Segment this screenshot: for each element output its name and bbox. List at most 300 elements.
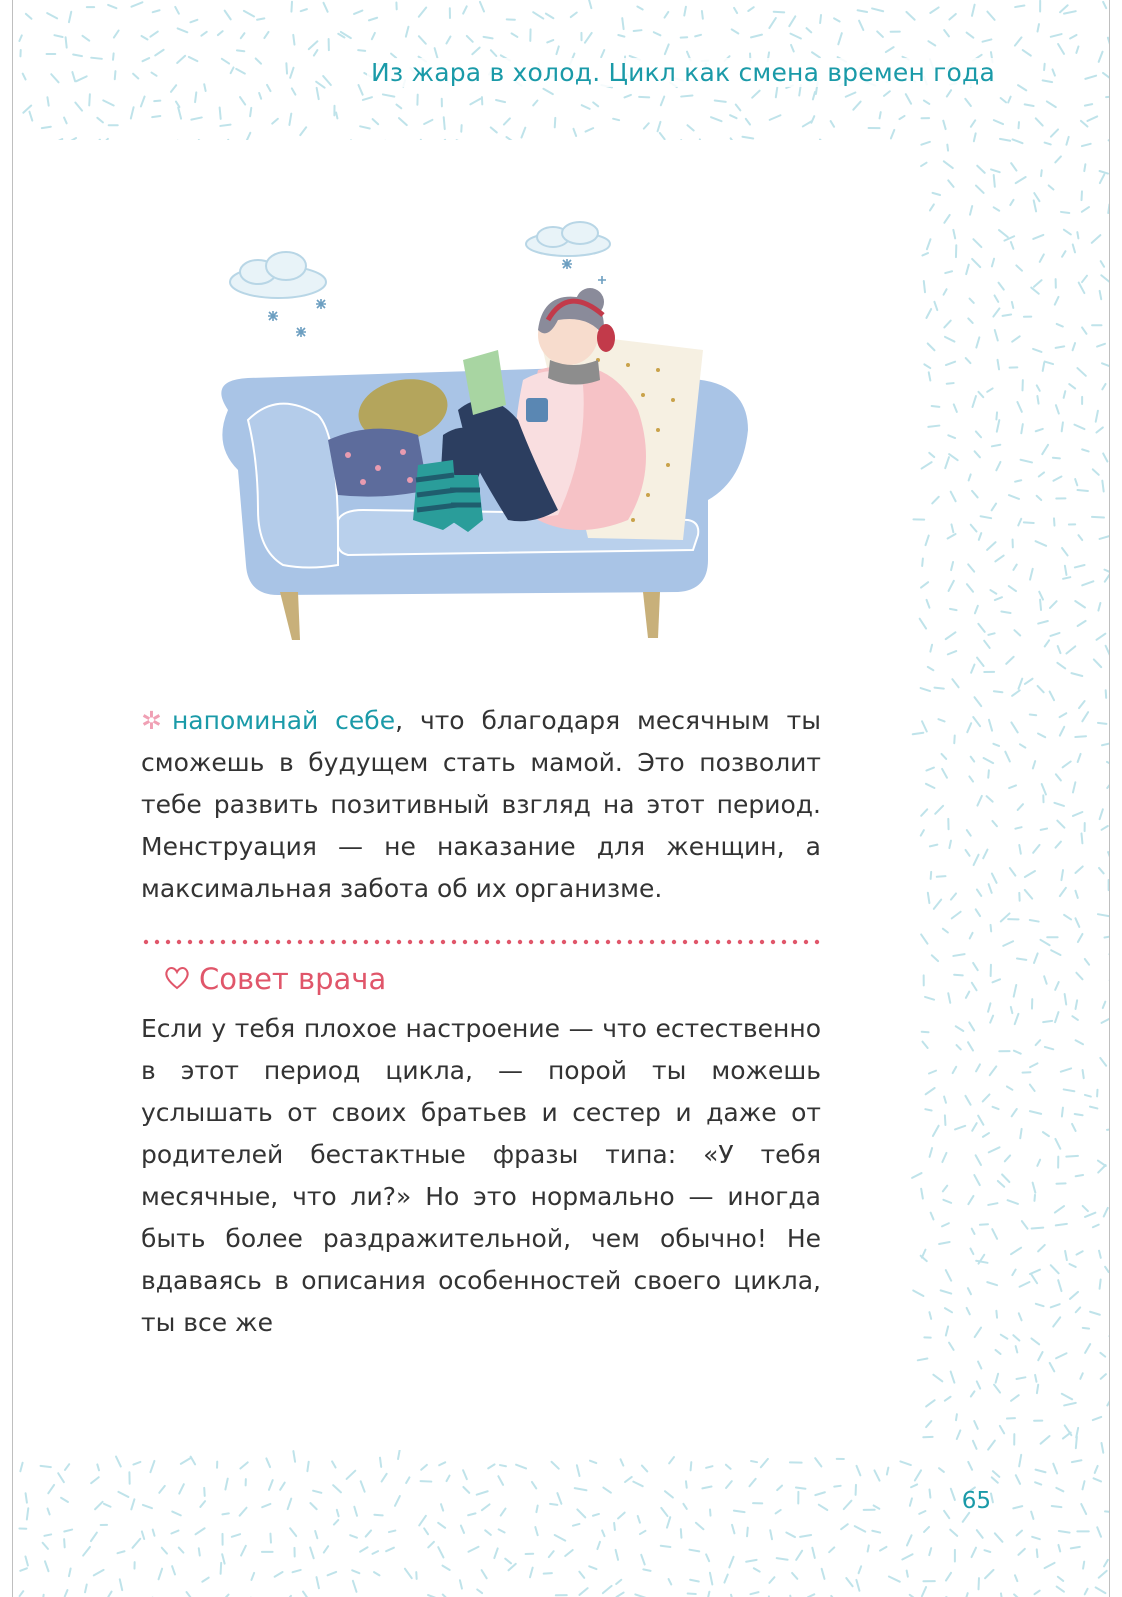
- pattern-dash: [108, 1592, 111, 1597]
- pattern-dash: [103, 100, 113, 105]
- pattern-dash: [617, 1593, 624, 1597]
- pattern-dash: [1100, 1058, 1106, 1066]
- pattern-dash: [1017, 958, 1026, 959]
- pattern-dash: [1070, 35, 1076, 39]
- pattern-dash: [965, 1096, 970, 1105]
- divider-dot: [551, 940, 555, 944]
- pattern-dash: [813, 92, 815, 99]
- pattern-dash: [994, 175, 995, 187]
- pattern-dash: [846, 1578, 852, 1586]
- pattern-dash: [1078, 490, 1088, 491]
- pattern-dash: [509, 1564, 516, 1570]
- divider-dot: [705, 940, 709, 944]
- pattern-dash: [131, 1499, 134, 1509]
- pattern-dash: [1075, 479, 1077, 485]
- pattern-dash: [834, 18, 840, 21]
- pattern-dash: [942, 754, 947, 759]
- pattern-dash: [89, 94, 90, 105]
- pattern-dash: [1103, 1002, 1106, 1008]
- pattern-dash: [91, 58, 102, 59]
- pattern-dash: [1012, 1270, 1015, 1276]
- pattern-dash: [949, 581, 954, 591]
- pattern-dash: [1012, 336, 1019, 341]
- pattern-dash: [153, 1530, 155, 1536]
- pattern-dash: [1099, 868, 1104, 873]
- pattern-dash: [640, 1531, 646, 1534]
- pattern-dash: [918, 1359, 928, 1361]
- pattern-dash: [1041, 170, 1042, 176]
- divider-dot: [265, 940, 269, 944]
- pattern-dash: [396, 105, 401, 109]
- pattern-dash: [601, 50, 604, 57]
- pattern-dash: [943, 1200, 951, 1203]
- pattern-dash: [1021, 424, 1022, 433]
- pattern-dash: [113, 53, 114, 59]
- pattern-dash: [945, 1397, 951, 1401]
- pattern-dash: [702, 1487, 711, 1489]
- pattern-dash: [943, 121, 945, 129]
- pattern-dash: [1060, 713, 1067, 717]
- pattern-dash: [706, 1554, 709, 1561]
- pattern-dash: [922, 558, 923, 566]
- pattern-dash: [444, 117, 445, 129]
- pattern-dash: [380, 1458, 381, 1467]
- pattern-dash: [446, 37, 450, 44]
- divider-dot: [331, 940, 335, 944]
- pattern-dash: [926, 768, 934, 771]
- pattern-dash: [602, 1530, 604, 1536]
- pattern-dash: [1053, 458, 1060, 459]
- pattern-dash: [590, 1461, 596, 1463]
- pattern-dash: [1075, 866, 1082, 872]
- pattern-dash: [1072, 1124, 1076, 1131]
- pattern-dash: [484, 37, 493, 39]
- pattern-dash: [944, 161, 953, 168]
- pattern-dash: [1081, 121, 1088, 127]
- pattern-dash: [1101, 1443, 1103, 1453]
- pattern-dash: [971, 665, 974, 673]
- pattern-dash: [1106, 646, 1110, 657]
- pattern-dash: [115, 71, 116, 79]
- pattern-dash: [27, 1508, 28, 1519]
- pattern-dash: [994, 1385, 1000, 1393]
- pattern-dash: [747, 1528, 748, 1537]
- pattern-dash: [582, 105, 590, 109]
- pattern-dash: [949, 454, 958, 460]
- pattern-dash: [1017, 402, 1021, 412]
- pattern-dash: [1072, 1460, 1082, 1462]
- pattern-dash: [1052, 69, 1054, 75]
- pattern-dash: [1025, 679, 1033, 684]
- pattern-dash: [950, 1530, 957, 1536]
- pattern-dash: [314, 50, 318, 56]
- pattern-dash: [1037, 1385, 1038, 1393]
- pattern-dash: [891, 130, 894, 139]
- pattern-dash: [669, 1579, 672, 1584]
- pattern-dash: [643, 1569, 650, 1570]
- pattern-dash: [930, 204, 934, 210]
- pattern-dash: [977, 1381, 980, 1388]
- pattern-dash: [1039, 592, 1043, 600]
- pattern-dash: [858, 10, 867, 12]
- pattern-dash: [796, 1551, 802, 1560]
- pattern-dash: [872, 1531, 880, 1533]
- pattern-dash: [1085, 104, 1092, 105]
- pattern-dash: [593, 102, 598, 106]
- pattern-dash: [603, 1586, 612, 1593]
- pattern-dash: [179, 1484, 184, 1493]
- pattern-dash: [571, 13, 577, 18]
- pattern-dash: [970, 933, 973, 939]
- tip-lead: напоминай себе: [171, 706, 396, 735]
- pattern-dash: [171, 85, 176, 92]
- pattern-dash: [684, 7, 686, 16]
- pattern-dash: [726, 1481, 732, 1488]
- pattern-dash: [711, 117, 722, 121]
- pattern-dash: [69, 1569, 71, 1577]
- pattern-dash: [361, 1481, 365, 1491]
- pattern-dash: [622, 18, 623, 29]
- pattern-dash: [350, 1535, 357, 1538]
- pattern-dash: [790, 34, 800, 39]
- pattern-dash: [1079, 283, 1085, 293]
- pattern-dash: [1095, 1466, 1098, 1473]
- pattern-dash: [334, 1520, 338, 1525]
- pattern-dash: [419, 1516, 426, 1526]
- pattern-dash: [290, 68, 293, 78]
- pattern-dash: [603, 1488, 611, 1493]
- pattern-dash: [951, 524, 953, 532]
- pattern-dash: [315, 1531, 317, 1538]
- pattern-dash: [972, 491, 978, 498]
- pattern-dash: [966, 358, 971, 363]
- pattern-dash: [1051, 129, 1058, 136]
- pattern-dash: [1061, 1068, 1071, 1071]
- pattern-dash: [468, 1513, 475, 1515]
- pattern-dash: [913, 733, 924, 734]
- pattern-dash: [614, 1523, 615, 1530]
- pattern-dash: [51, 74, 58, 82]
- divider-dot: [397, 940, 401, 944]
- pattern-dash: [1036, 1040, 1041, 1045]
- pattern-dash: [104, 1504, 111, 1507]
- pattern-dash: [1082, 581, 1093, 585]
- pattern-dash: [1016, 265, 1022, 270]
- divider-dot: [782, 940, 786, 944]
- pattern-dash: [1057, 663, 1065, 669]
- pattern-dash: [1066, 646, 1075, 653]
- pattern-dash: [981, 516, 992, 518]
- pattern-dash: [1040, 940, 1049, 945]
- pattern-dash: [480, 2, 484, 12]
- pattern-dash: [1100, 171, 1108, 174]
- pattern-dash: [1010, 868, 1016, 876]
- pattern-dash: [734, 8, 737, 13]
- divider-dot: [661, 940, 665, 944]
- pattern-dash: [143, 1505, 152, 1508]
- pattern-dash: [1108, 204, 1109, 213]
- pattern-dash: [64, 118, 67, 124]
- pattern-dash: [187, 1592, 191, 1597]
- pattern-dash: [1056, 346, 1065, 348]
- pattern-dash: [884, 91, 890, 96]
- divider-dot: [496, 940, 500, 944]
- pattern-dash: [533, 12, 543, 18]
- pattern-dash: [337, 1510, 339, 1516]
- pattern-dash: [1064, 391, 1066, 398]
- pattern-dash: [932, 955, 938, 961]
- pattern-dash: [946, 1270, 951, 1281]
- pattern-dash: [1018, 85, 1026, 90]
- pattern-dash: [924, 281, 925, 292]
- divider-dot: [573, 940, 577, 944]
- pattern-dash: [654, 32, 661, 35]
- divider-dot: [507, 940, 511, 944]
- divider-dot: [298, 940, 302, 944]
- pattern-dash: [1066, 137, 1068, 145]
- pattern-dash: [929, 1548, 931, 1555]
- pattern-dash: [1075, 601, 1085, 607]
- pattern-dash: [1045, 1563, 1055, 1568]
- pattern-dash: [997, 420, 1000, 432]
- pattern-dash: [191, 117, 201, 119]
- pattern-dash: [1099, 1251, 1101, 1258]
- pattern-dash: [1075, 918, 1079, 927]
- pattern-dash: [1050, 633, 1059, 636]
- pattern-dash: [1020, 744, 1025, 747]
- pattern-dash: [786, 1533, 795, 1538]
- pattern-dash: [868, 1545, 869, 1551]
- pattern-dash: [301, 9, 307, 11]
- pattern-dash: [241, 1546, 246, 1556]
- pattern-dash: [1090, 1107, 1097, 1109]
- pattern-dash: [382, 1474, 387, 1482]
- pattern-dash: [815, 1492, 825, 1495]
- pattern-dash: [116, 1457, 121, 1467]
- pattern-dash: [1015, 5, 1024, 7]
- pattern-dash: [751, 35, 762, 38]
- pattern-dash: [956, 1414, 957, 1420]
- pattern-dash: [95, 1502, 103, 1509]
- pattern-dash: [131, 2, 142, 6]
- pattern-dash: [1037, 396, 1038, 404]
- pattern-dash: [1056, 1488, 1063, 1491]
- divider-dot: [177, 940, 181, 944]
- pattern-dash: [1090, 1312, 1100, 1315]
- pattern-dash: [613, 119, 619, 120]
- pattern-dash: [946, 1326, 948, 1335]
- pattern-dash: [220, 107, 221, 118]
- pattern-dash: [732, 29, 739, 33]
- pattern-dash: [1064, 11, 1076, 13]
- pattern-dash: [907, 1535, 912, 1545]
- pattern-dash: [1001, 913, 1010, 921]
- pattern-dash: [363, 97, 372, 100]
- pattern-dash: [521, 128, 525, 138]
- pattern-dash: [1075, 891, 1077, 898]
- pattern-dash: [195, 92, 196, 102]
- pattern-dash: [1044, 64, 1045, 70]
- divider-dot: [650, 940, 654, 944]
- pattern-dash: [1009, 495, 1019, 499]
- pattern-dash: [994, 120, 1003, 124]
- pattern-dash: [1098, 914, 1109, 916]
- pattern-dash: [1065, 994, 1067, 1004]
- pattern-dash: [928, 426, 939, 427]
- pattern-dash: [25, 1556, 27, 1565]
- pattern-dash: [1030, 1085, 1035, 1091]
- pattern-dash: [220, 125, 230, 126]
- pattern-dash: [638, 1516, 640, 1523]
- pattern-dash: [83, 1547, 90, 1556]
- pattern-dash: [1105, 574, 1110, 581]
- pattern-dash: [73, 54, 82, 56]
- pattern-dash: [1085, 1213, 1095, 1217]
- pattern-dash: [724, 1575, 727, 1583]
- pattern-dash: [1076, 1040, 1083, 1044]
- pattern-dash: [995, 597, 1002, 600]
- pattern-dash: [951, 492, 956, 502]
- pattern-dash: [496, 100, 505, 102]
- pattern-dash: [661, 97, 664, 106]
- divider-dot: [188, 940, 192, 944]
- pattern-dash: [993, 979, 1001, 982]
- pattern-dash: [1076, 1251, 1082, 1254]
- pattern-dash: [929, 372, 931, 380]
- pattern-dash: [907, 1571, 908, 1577]
- pattern-dash: [748, 7, 753, 11]
- pattern-dash: [438, 1547, 443, 1557]
- pattern-dash: [996, 1374, 998, 1383]
- pattern-dash: [800, 1535, 811, 1537]
- pattern-dash: [1093, 1225, 1099, 1228]
- pattern-dash: [1084, 164, 1085, 171]
- pattern-dash: [1063, 577, 1070, 579]
- pattern-dash: [906, 12, 914, 20]
- pattern-dash: [921, 142, 930, 145]
- pattern-dash: [952, 679, 958, 687]
- pattern-dash: [990, 1016, 993, 1023]
- pattern-dash: [536, 1506, 537, 1513]
- pattern-dash: [942, 1223, 949, 1226]
- pattern-dash: [120, 1579, 122, 1590]
- divider-dot: [144, 940, 148, 944]
- pattern-dash: [966, 265, 969, 274]
- running-title: Из жара в холод. Цикл как смена времен года: [367, 58, 999, 87]
- pattern-dash: [752, 91, 759, 98]
- pattern-dash: [1008, 97, 1010, 103]
- pattern-dash: [815, 1458, 821, 1466]
- pattern-dash: [1041, 829, 1047, 830]
- pattern-dash: [641, 1555, 644, 1565]
- divider-dot: [727, 940, 731, 944]
- pattern-dash: [983, 1133, 989, 1137]
- pattern-dash: [20, 1463, 22, 1471]
- pattern-dash: [973, 1441, 977, 1449]
- pattern-dash: [1051, 950, 1060, 955]
- pattern-dash: [971, 120, 975, 126]
- pattern-dash: [838, 33, 842, 44]
- pattern-dash: [992, 259, 994, 267]
- pattern-dash: [461, 1526, 464, 1533]
- pattern-dash: [939, 1242, 950, 1244]
- pattern-dash: [579, 1588, 587, 1595]
- pattern-dash: [179, 1548, 184, 1553]
- divider-dot: [694, 940, 698, 944]
- pattern-dash: [1094, 659, 1101, 667]
- pattern-dash: [58, 1473, 64, 1482]
- pattern-dash: [491, 127, 497, 132]
- pattern-dash: [1056, 405, 1059, 413]
- pattern-dash: [293, 1570, 301, 1572]
- pattern-dash: [1100, 809, 1103, 819]
- pattern-dash: [477, 1491, 488, 1494]
- divider-dot: [364, 940, 368, 944]
- book-page: [12, 0, 1110, 1597]
- pattern-dash: [1017, 1531, 1022, 1536]
- pattern-dash: [360, 126, 370, 128]
- pattern-dash: [944, 30, 949, 36]
- pattern-dash: [399, 118, 407, 125]
- pattern-dash: [1037, 1160, 1040, 1166]
- pattern-dash: [1030, 1270, 1040, 1274]
- pattern-dash: [1058, 1545, 1060, 1551]
- pattern-dash: [244, 11, 254, 17]
- pattern-dash: [1045, 362, 1053, 365]
- pattern-dash: [1013, 139, 1023, 143]
- pattern-dash: [877, 31, 883, 37]
- pattern-dash: [948, 180, 953, 186]
- pattern-dash: [1063, 1433, 1071, 1439]
- pattern-dash: [372, 1551, 378, 1554]
- pattern-dash: [1014, 630, 1020, 635]
- pattern-dash: [944, 1097, 946, 1103]
- pattern-dash: [323, 76, 331, 85]
- pattern-dash: [358, 85, 362, 95]
- pattern-dash: [1062, 548, 1068, 555]
- pattern-dash: [965, 99, 971, 106]
- pattern-dash: [1002, 1174, 1009, 1182]
- pattern-dash: [438, 1523, 445, 1528]
- pattern-dash: [967, 723, 971, 732]
- pattern-dash: [1098, 603, 1100, 611]
- pattern-dash: [1055, 982, 1059, 990]
- pattern-dash: [973, 717, 980, 726]
- pattern-dash: [1061, 870, 1063, 880]
- pattern-dash: [1031, 1274, 1037, 1283]
- divider-dot: [771, 940, 775, 944]
- pattern-dash: [516, 1465, 526, 1469]
- pattern-dash: [512, 33, 518, 37]
- pattern-dash: [1013, 1335, 1019, 1340]
- pattern-dash: [1064, 230, 1071, 235]
- pattern-dash: [618, 1513, 625, 1519]
- pattern-dash: [133, 74, 138, 79]
- pattern-dash: [347, 1471, 356, 1479]
- pattern-dash: [91, 1533, 97, 1542]
- pattern-dash: [1011, 242, 1014, 249]
- pattern-dash: [118, 1551, 125, 1553]
- divider-dot: [738, 940, 742, 944]
- pattern-dash: [1012, 690, 1020, 695]
- pattern-dash: [441, 1504, 443, 1510]
- pattern-dash: [293, 1451, 295, 1462]
- pattern-dash: [941, 1290, 952, 1293]
- pattern-dash: [1019, 845, 1021, 854]
- pattern-dash: [1093, 1417, 1101, 1420]
- pattern-dash: [792, 1573, 797, 1579]
- pattern-dash: [983, 39, 992, 41]
